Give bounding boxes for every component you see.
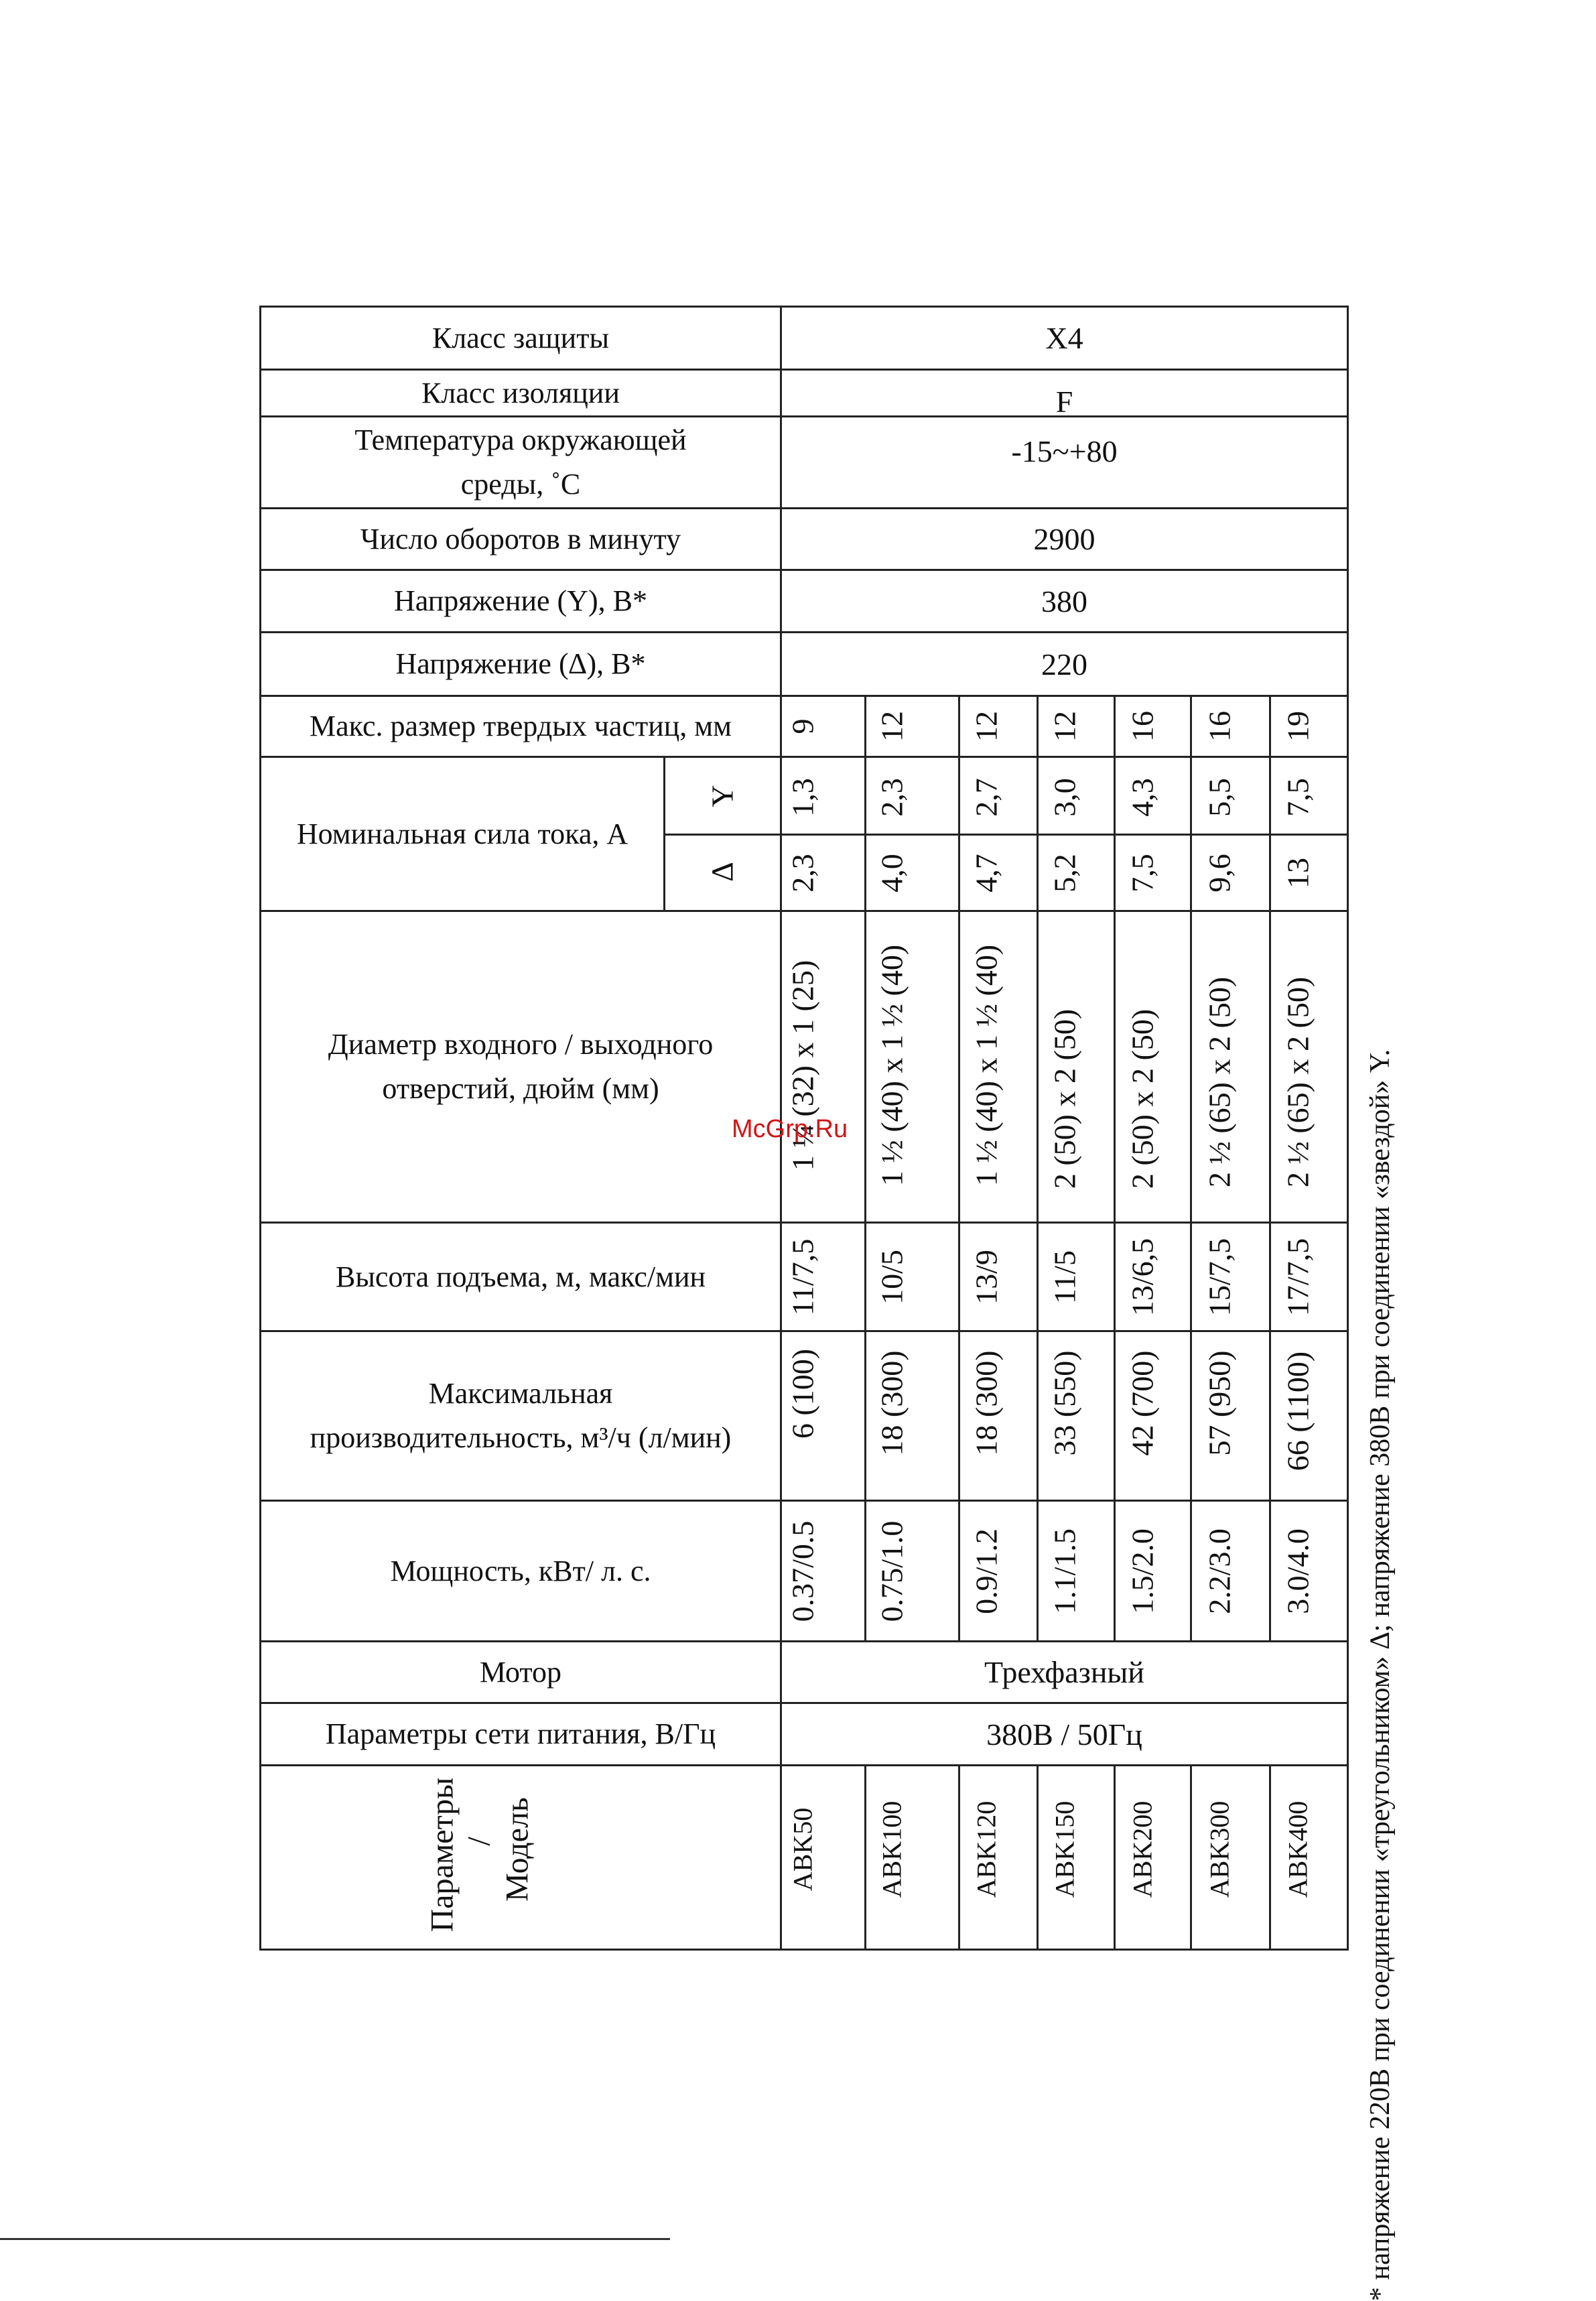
diameter-label-line2: отверстий, дюйм (мм)	[382, 1072, 659, 1105]
current-delta-value: 2,3	[785, 854, 820, 893]
voltage-y-value: 380	[1041, 584, 1087, 618]
model-column-divider	[1114, 695, 1116, 1641]
capacity-value: 42 (700)	[1125, 1350, 1160, 1456]
motor-label: Мотор	[479, 1655, 562, 1689]
particle-size-value: 16	[1125, 711, 1160, 742]
model-column-divider	[1037, 695, 1039, 1641]
model-header-line3: Модель	[499, 1797, 535, 1902]
particle-size-value: 16	[1202, 711, 1237, 742]
model-name: ABK120	[971, 1800, 1002, 1898]
model-name: ABK50	[787, 1807, 818, 1892]
voltage-delta-value: 220	[1041, 647, 1087, 681]
capacity-value: 57 (950)	[1202, 1350, 1237, 1456]
capacity-label-line1: Максимальная	[428, 1377, 613, 1410]
mains-value: 380В / 50Гц	[986, 1717, 1142, 1752]
voltage-y-label: Напряжение (Y), В*	[394, 584, 647, 617]
diameter-value: 2 ½ (65) x 2 (50)	[1280, 976, 1315, 1188]
model-name: ABK400	[1282, 1800, 1313, 1898]
power-value: 1.1/1.5	[1047, 1528, 1082, 1614]
current-sub-divider	[663, 756, 665, 912]
model-column-divider	[864, 1764, 866, 1951]
current-y-value: 2,7	[969, 778, 1004, 817]
rated-current-delta-label: ∆	[705, 862, 740, 882]
current-delta-value: 5,2	[1047, 854, 1082, 893]
capacity-value: 33 (550)	[1047, 1350, 1082, 1456]
model-header-line2: /	[461, 1837, 497, 1846]
insulation-class-value: F	[1055, 385, 1073, 419]
motor-value: Трехфазный	[984, 1655, 1144, 1689]
current-y-value: 2,3	[874, 778, 909, 817]
ambient-temperature-label-line1: Температура окружающей	[354, 423, 687, 456]
model-column-divider	[1269, 1764, 1271, 1951]
row-divider	[663, 834, 1349, 836]
diameter-label-line1: Диаметр входного / выходного	[328, 1028, 714, 1061]
power-value: 0.37/0.5	[785, 1520, 820, 1622]
current-y-value: 5,5	[1202, 778, 1237, 817]
table-border-right	[1347, 306, 1349, 1951]
rpm-value: 2900	[1033, 522, 1095, 556]
capacity-value: 18 (300)	[969, 1350, 1004, 1456]
capacity-label	[261, 1332, 780, 1500]
capacity-value: 6 (100)	[785, 1348, 820, 1439]
particle-size-value: 12	[874, 711, 909, 742]
model-name: ABK300	[1204, 1800, 1235, 1898]
power-value: 1.5/2.0	[1125, 1528, 1160, 1614]
ambient-temperature-value: -15~+80	[1011, 434, 1118, 468]
power-label: Мощность, кВт/ л. с.	[390, 1554, 651, 1587]
head-value: 17/7,5	[1280, 1238, 1315, 1317]
insulation-class-label: Класс изоляции	[421, 376, 620, 409]
head-value: 13/9	[969, 1250, 1004, 1305]
diameter-label	[261, 912, 780, 1222]
model-column-divider	[1037, 1764, 1039, 1951]
diameter-value: 2 ½ (65) x 2 (50)	[1202, 976, 1237, 1188]
model-column-divider	[864, 695, 866, 1641]
model-name: ABK200	[1127, 1800, 1158, 1898]
particle-size-value: 19	[1280, 711, 1315, 742]
table-border-bottom	[259, 1949, 1349, 1951]
current-delta-value: 7,5	[1125, 854, 1160, 893]
rated-current-label: Номинальная сила тока, А	[296, 817, 628, 850]
power-value: 3.0/4.0	[1280, 1528, 1315, 1614]
model-column-divider	[1114, 1764, 1116, 1951]
power-value: 0.9/1.2	[969, 1528, 1004, 1614]
capacity-value: 18 (300)	[874, 1350, 909, 1456]
model-name: ABK100	[876, 1800, 907, 1898]
row-divider	[259, 1764, 1349, 1766]
model-column-divider	[1269, 695, 1271, 1641]
head-value: 10/5	[874, 1250, 909, 1305]
current-delta-value: 13	[1280, 858, 1315, 889]
head-label: Высота подъема, м, макс/мин	[335, 1260, 706, 1293]
rated-current-y-label: Y	[705, 785, 740, 807]
watermark-text: McGrp.Ru	[732, 1115, 848, 1143]
head-value: 13/6,5	[1125, 1238, 1160, 1317]
current-y-value: 7,5	[1280, 778, 1315, 817]
capacity-label-line2: производительность, м³/ч (л/мин)	[310, 1421, 732, 1454]
ambient-temperature-label	[261, 417, 780, 507]
model-header-line1: Параметры	[424, 1777, 460, 1932]
current-y-value: 1,3	[785, 778, 820, 817]
diameter-value: 1 ½ (40) x 1 ½ (40)	[969, 944, 1004, 1187]
model-name: ABK150	[1049, 1800, 1080, 1898]
current-y-value: 4,3	[1125, 778, 1160, 817]
current-delta-value: 4,0	[874, 854, 909, 893]
protection-class-value: X4	[1045, 321, 1083, 355]
ambient-temperature-label-line2: среды, ˚С	[460, 468, 581, 501]
rpm-label: Число оборотов в минуту	[360, 522, 681, 555]
capacity-value: 66 (1100)	[1280, 1351, 1315, 1471]
mains-label: Параметры сети питания, В/Гц	[325, 1717, 716, 1750]
model-column-divider	[1190, 695, 1192, 1641]
head-value: 11/5	[1047, 1250, 1082, 1305]
model-column-divider	[958, 1764, 960, 1951]
diameter-value: 1 ½ (40) x 1 ½ (40)	[874, 944, 909, 1187]
particle-size-value: 12	[969, 711, 1004, 742]
model-column-divider	[1190, 1764, 1192, 1951]
head-value: 11/7,5	[785, 1238, 820, 1316]
particle-size-value: 9	[785, 718, 820, 734]
bottom-rule	[0, 2238, 670, 2240]
voltage-footnote: * напряжение 220В при соединении «треугольником» ∆; напряжение 380В при соединении «звездой» Y.	[1365, 1049, 1396, 2301]
current-delta-value: 4,7	[969, 854, 1004, 893]
current-delta-value: 9,6	[1202, 854, 1237, 893]
particle-size-value: 12	[1047, 711, 1082, 742]
diameter-value: 2 (50) x 2 (50)	[1047, 1008, 1082, 1189]
model-column-divider	[958, 695, 960, 1641]
particle-size-label: Макс. размер твердых частиц, мм	[310, 710, 732, 742]
diameter-value: 2 (50) x 2 (50)	[1125, 1008, 1160, 1189]
power-value: 2.2/3.0	[1202, 1528, 1237, 1614]
diameter-value: 1 ¼ (32) x 1 (25)	[785, 960, 820, 1171]
voltage-delta-label: Напряжение (∆), В*	[395, 647, 646, 680]
power-value: 0.75/1.0	[874, 1520, 909, 1622]
protection-class-label: Класс защиты	[431, 321, 610, 354]
current-y-value: 3,0	[1047, 778, 1082, 817]
head-value: 15/7,5	[1202, 1238, 1237, 1317]
